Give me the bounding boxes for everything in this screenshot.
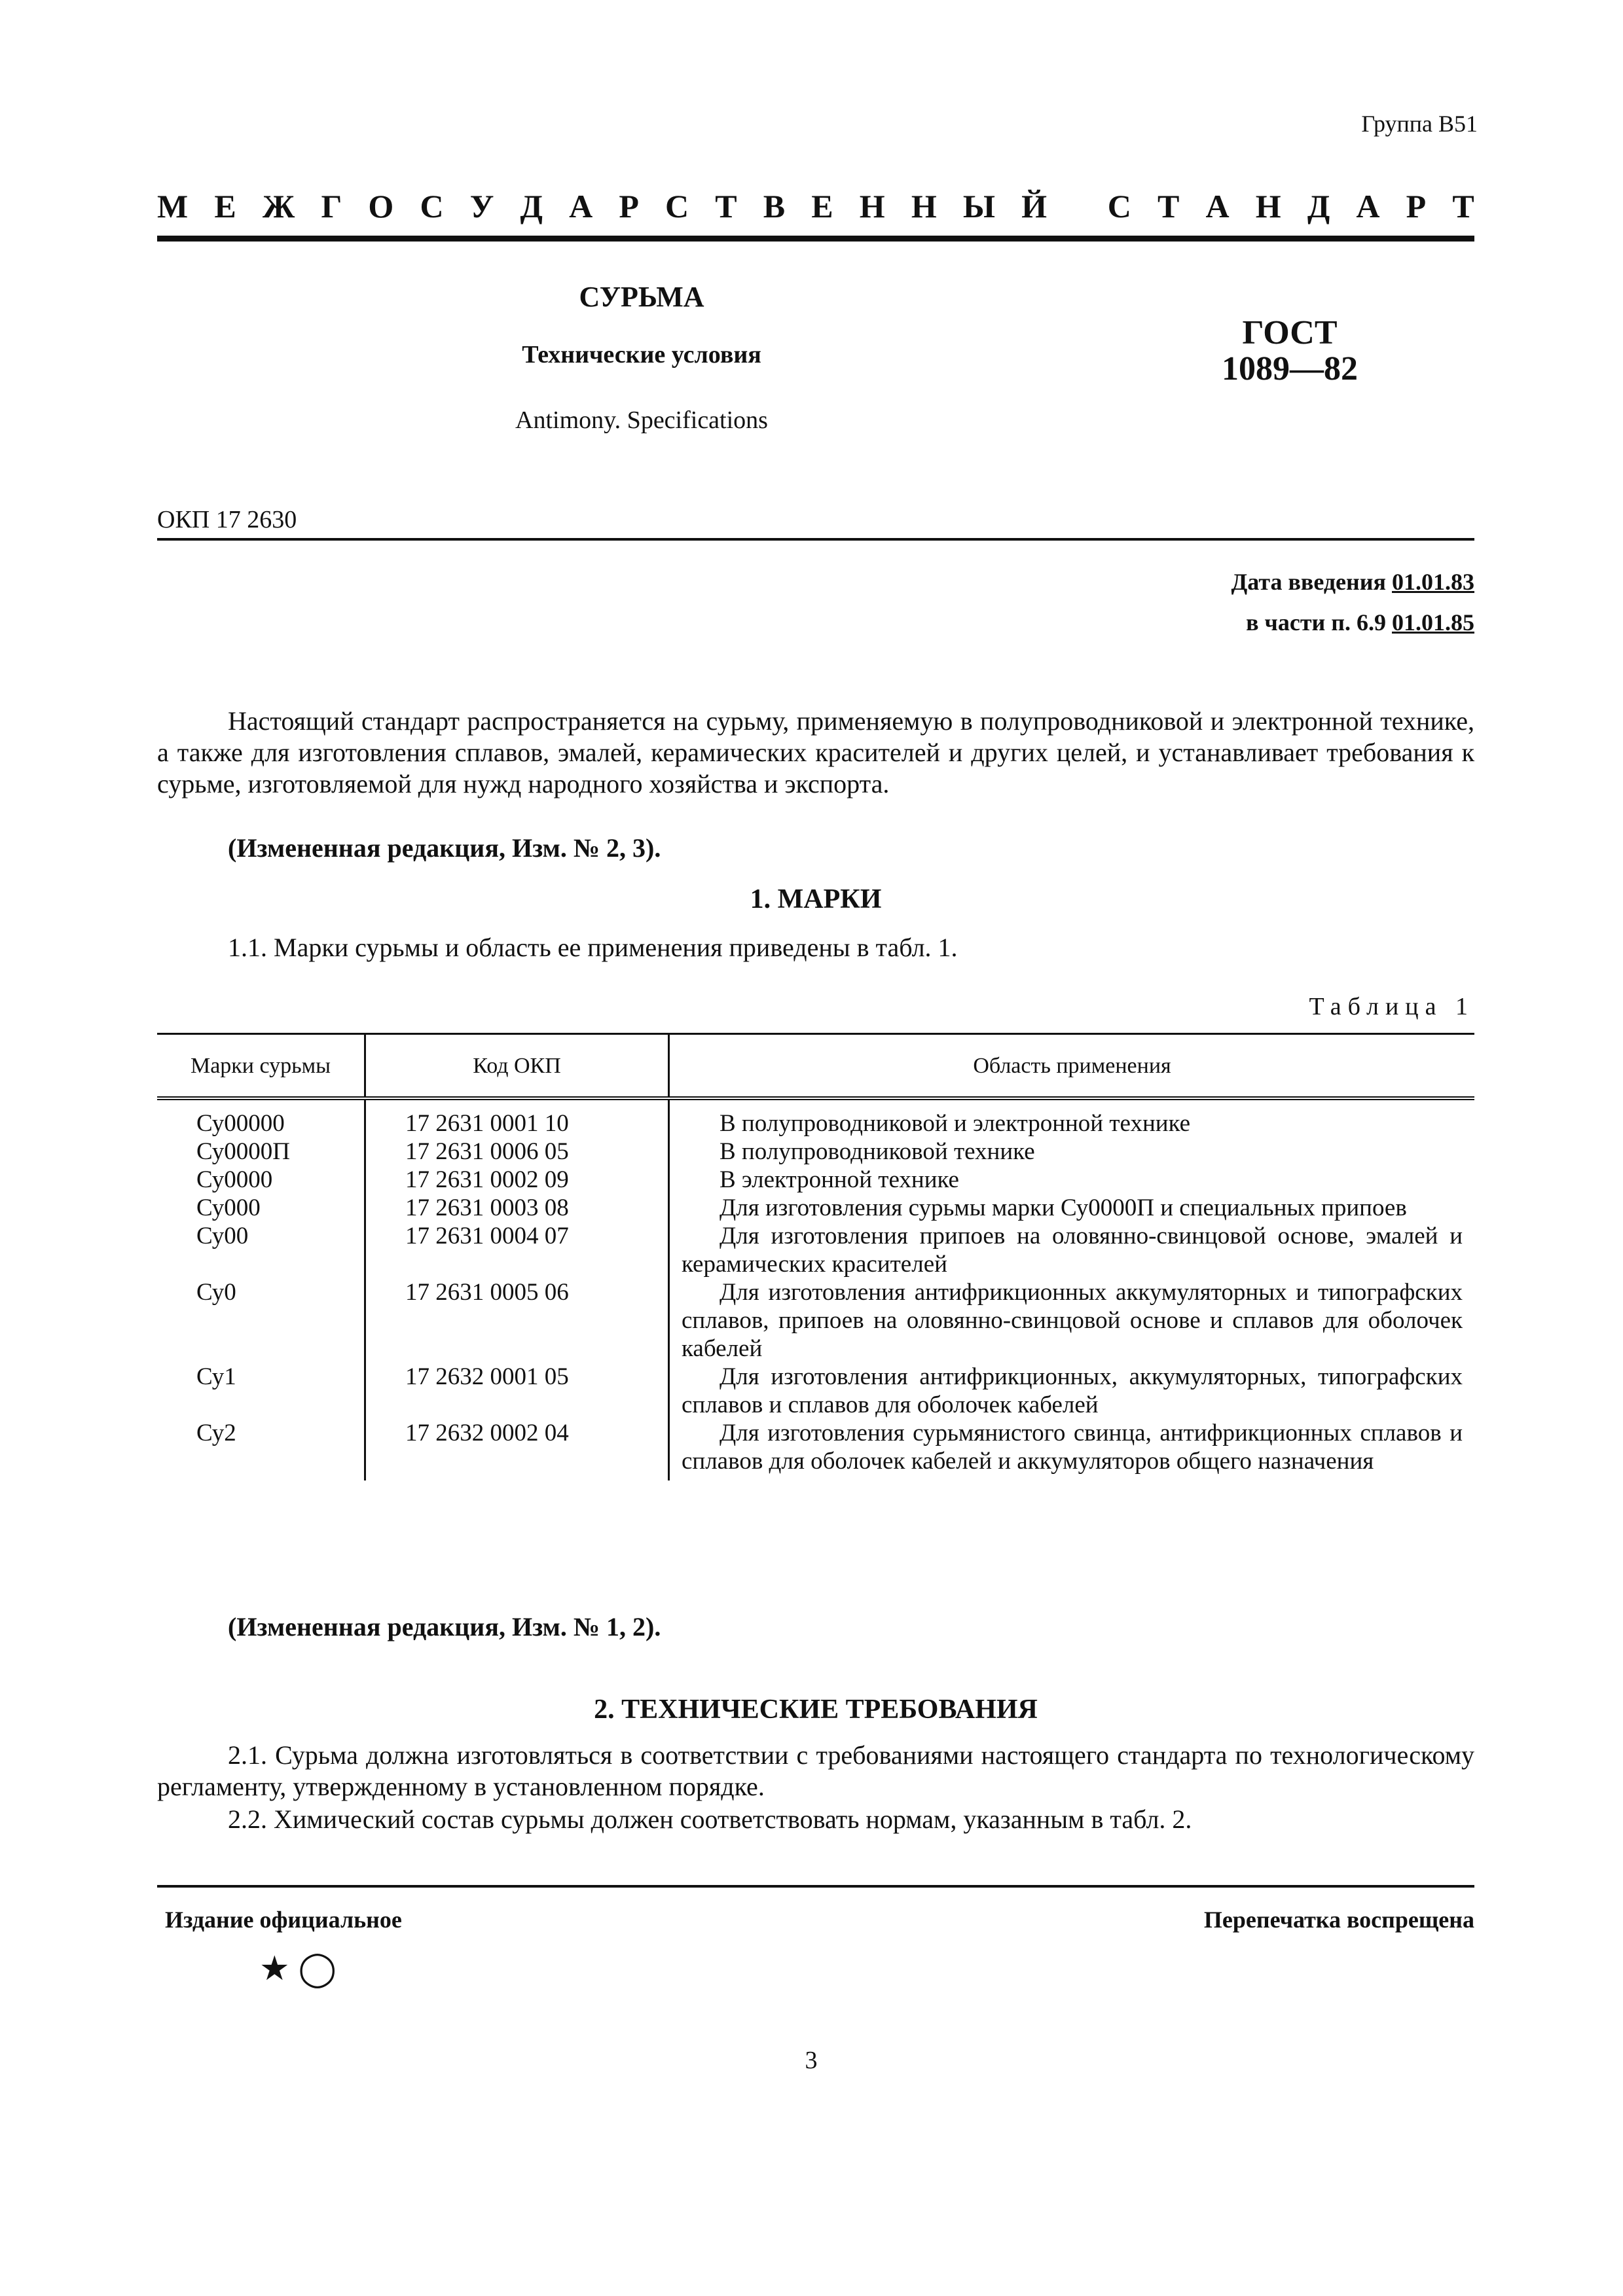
banner-letter: В: [763, 188, 786, 224]
table-row: [157, 1363, 1474, 1419]
header-rule: [157, 236, 1474, 242]
cell-grade: Су000: [196, 1194, 261, 1221]
cell-okp-code: 17 2631 0005 06: [365, 1278, 669, 1363]
cell-application: В электронной технике: [669, 1166, 1475, 1194]
banner-letter: Т: [715, 188, 737, 224]
cell-grade: Су2: [196, 1420, 236, 1446]
section-2-heading: 2. ТЕХНИЧЕСКИЕ ТРЕБОВАНИЯ: [594, 1695, 1038, 1725]
table-1-revision-note: (Измененная редакция, Изм. № 1, 2).: [228, 1612, 661, 1641]
banner-letter: О: [368, 188, 394, 224]
cell-grade: Су00: [196, 1223, 249, 1249]
banner-letter: Р: [1406, 188, 1427, 224]
intro-revision-note: (Измененная редакция, Изм. № 2, 3).: [228, 833, 661, 863]
cell-okp-code: 17 2631 0001 10: [365, 1098, 669, 1138]
table-1-grades: [157, 1033, 1474, 1480]
column-header-okp-code: Код ОКП: [365, 1034, 669, 1099]
introduction-date: [1231, 568, 1475, 596]
cell-application: В полупроводниковой и электронной технике: [669, 1098, 1475, 1138]
table-row: [157, 1419, 1474, 1480]
column-header-grade: Марки сурьмы: [157, 1034, 365, 1099]
document-subtitle: Технические условия: [522, 341, 761, 368]
cell-application: В полупроводниковой технике: [669, 1138, 1475, 1166]
official-edition-label: Издание официальное: [165, 1907, 402, 1933]
banner-letter: У: [469, 188, 494, 224]
clause-1-1: 1.1. Марки сурьмы и область ее применения приведены в табл. 1.: [228, 933, 958, 962]
star-circle-marks: ★ ◯: [259, 1950, 337, 1988]
section-1-heading: 1. МАРКИ: [750, 884, 882, 914]
introduction-date-clause: [1246, 609, 1474, 636]
table-row: [157, 1222, 1474, 1278]
date2-value: 01.01.85: [1392, 609, 1474, 636]
banner-letter: Е: [214, 188, 236, 224]
cell-grade: Су0: [196, 1279, 236, 1306]
cell-okp-code: 17 2632 0001 05: [365, 1363, 669, 1419]
date-label: Дата введения: [1231, 569, 1392, 595]
table-row: [157, 1098, 1474, 1138]
banner-letter: А: [1205, 188, 1230, 224]
cell-application: Для изготовления антифрикционных, аккумуляторных, типографских сплавов и сплавов для оболочек кабелей: [669, 1363, 1475, 1419]
intro-paragraph: Настоящий стандарт распространяется на сурьму, применяемую в полупроводниковой и электронной технике, а также для изготовления сплавов, эмалей, керамических красителей и других целей, и устанавливает требования к сурьме, изготовляемой для нужд народного хозяйства и экспорта.: [157, 706, 1474, 798]
cell-okp-code: 17 2632 0002 04: [365, 1419, 669, 1480]
banner-letter: А: [569, 188, 593, 224]
gost-number: [1192, 315, 1388, 387]
table-1-caption: Таблица 1: [1309, 993, 1474, 1020]
cell-application: Для изготовления антифрикционных аккумуляторных и типографских сплавов, припоев на оловянно-свинцовой основе и сплавов для оболочек кабелей: [669, 1278, 1475, 1363]
column-header-application: Область применения: [669, 1034, 1475, 1099]
okp-rule: [157, 538, 1474, 541]
banner-letter: Ы: [962, 188, 995, 224]
cell-grade: Су0000: [196, 1166, 273, 1193]
table-row: [157, 1138, 1474, 1166]
cell-okp-code: 17 2631 0006 05: [365, 1138, 669, 1166]
banner-letter: Н: [859, 188, 885, 224]
table-row: [157, 1194, 1474, 1222]
interstate-standard-banner: [157, 187, 1474, 225]
banner-letter: Н: [1255, 188, 1281, 224]
cell-application: Для изготовления сурьмы марки Су0000П и специальных припоев: [669, 1194, 1475, 1222]
okp-code: ОКП 17 2630: [157, 506, 297, 533]
english-title: Antimony. Specifications: [515, 406, 768, 434]
cell-grade: Су1: [196, 1363, 236, 1390]
cell-okp-code: 17 2631 0003 08: [365, 1194, 669, 1222]
date2-label: в части п. 6.9: [1246, 609, 1392, 636]
group-code: Группа В51: [1361, 111, 1478, 137]
banner-letter: С: [1107, 188, 1131, 224]
cell-application: Для изготовления сурьмянистого свинца, антифрикционных сплавов и сплавов для оболочек кабелей и аккумуляторов общего назначения: [669, 1419, 1475, 1480]
cell-application: Для изготовления припоев на оловянно-свинцовой основе, эмалей и керамических красителей: [669, 1222, 1475, 1278]
banner-letter: Е: [811, 188, 833, 224]
banner-letter: Й: [1021, 188, 1048, 224]
table-row: [157, 1278, 1474, 1363]
banner-letter: Н: [911, 188, 937, 224]
banner-letter: С: [420, 188, 444, 224]
banner-letter: [1073, 187, 1082, 225]
reprint-prohibited-label: Перепечатка воспрещена: [1203, 1907, 1474, 1933]
table-row: [157, 1166, 1474, 1194]
banner-letter: А: [1356, 188, 1380, 224]
table-header-row: [157, 1034, 1474, 1099]
banner-letter: Д: [520, 188, 543, 224]
cell-grade: Су00000: [196, 1110, 285, 1137]
clause-2-1: 2.1. Сурьма должна изготовляться в соответствии с требованиями настоящего стандарта по технологическому регламенту, утвержденному в установленном порядке.: [157, 1740, 1474, 1801]
clause-2-2: 2.2. Химический состав сурьмы должен соответствовать нормам, указанным в табл. 2.: [228, 1804, 1192, 1834]
cell-grade: Су0000П: [196, 1138, 290, 1165]
banner-letter: Т: [1158, 188, 1180, 224]
banner-letter: Р: [619, 188, 639, 224]
page-number: 3: [805, 2047, 818, 2074]
gost-label: ГОСТ: [1242, 314, 1338, 351]
banner-letter: М: [157, 188, 189, 224]
banner-letter: Д: [1307, 188, 1330, 224]
footer-rule: [157, 1885, 1474, 1888]
cell-okp-code: 17 2631 0002 09: [365, 1166, 669, 1194]
document-title: СУРЬМА: [579, 281, 704, 313]
gost-code: 1089—82: [1222, 350, 1358, 387]
cell-okp-code: 17 2631 0004 07: [365, 1222, 669, 1278]
banner-letter: С: [665, 188, 689, 224]
banner-letter: Ж: [262, 188, 295, 224]
banner-letter: Т: [1452, 188, 1474, 224]
banner-letter: Г: [321, 188, 342, 224]
date-value: 01.01.83: [1392, 569, 1474, 595]
